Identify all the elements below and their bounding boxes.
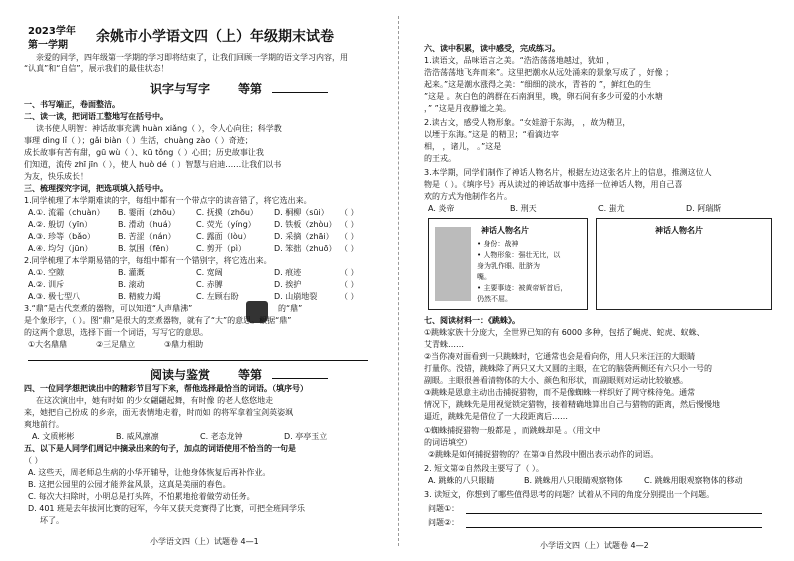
q2-line: 们知道，流传 zhī jīn（ ），使人 huò dé（ ）智慧与启迪……让我们以书 [24,160,282,169]
section-title-reading: 阅读与鉴赏 [150,368,211,382]
passage-line: 副眼。主眼很善看清物体的大小、颜色和形状，而副眼则对运动比较敏感。 [424,376,688,385]
grade-blank[interactable] [272,378,328,379]
passage-line: 打量你。没错，跳蛛除了两只又大又圆的主眼，在它的脑袋两侧还有六只小一号的 [424,364,712,373]
card-line: 嘴。 [477,273,491,281]
option-b: B. 威风凛凛 [116,432,159,441]
school-term: 第一学期 [28,40,68,51]
q7-q2-title: 2. 短文第②自然段主要写了（ ）。 [424,464,544,473]
intro-line-1: 亲爱的同学，四年级第一学期的学习即将结束了，让我们回顾一学期的语文学习内容，用 [36,53,348,62]
question-label: 问题②： [428,518,460,527]
option-a: A.③. 极七型八 [28,292,81,301]
option-a: A.③. 珍等（bǎo） [28,232,96,241]
q6-p1-line: 浩浩荡荡地飞奔而来”。这里把潮水从远处涌来的景象写成了 ，好像 ； [424,68,674,77]
answer-bracket[interactable]: （ ） [340,244,359,253]
option-c: C. 剪开（pì） [196,244,246,253]
option-b: B. 霎雨（zhōu） [118,208,180,217]
character-card-example [428,218,588,310]
card-line: 仍然不屈。 [477,295,512,303]
option-d: D. 桐柳（sūi） [274,208,329,217]
option-d: D. 挨护 [274,280,302,289]
q3-title: 三、梳理探究字词，把选项填入括号中。 [24,184,168,193]
option-d: D. 铁板（zhòu） [274,220,337,229]
q3-sub1: 1.同学梳理了本学期难读的字，每组中都有一个带点字的读音错了，将它选出来。 [24,196,312,205]
option-c: C. 左顾右盼 [196,292,239,301]
answer-bracket[interactable]: （ ） [340,208,359,217]
q6-p2-line: 相， ，诸儿， 。”这是 [424,142,502,151]
q2-title: 二、读一读，把词语工整地写在括号中。 [24,112,168,121]
answer-bracket[interactable]: （ ） [340,280,359,289]
option-d: D. 亭亭玉立 [284,432,328,441]
warrior-figure-icon [435,227,471,301]
passage-line: ③跳蛛是恩意主动出击捕捉猎物，而不是像蜘蛛一样织好了网守株待兔。通常 [424,388,696,397]
question-label: 问题①： [428,504,460,513]
option-c: C. 抚摸（zhōu） [196,208,258,217]
option-a: A. 炎帝 [428,204,455,213]
q1-title: 一、书写端正，卷面整洁。 [24,100,120,109]
passage-line: ①跳蛛家族十分庞大，全世界已知的有 6000 多种，包括了蝇虎、蛇虎、蚁蛛、 [424,328,705,337]
q7-title: 七、阅读材料一：《跳蛛》。 [424,316,520,325]
q6-p2-line: 以堙于东海。”这是 的精卫；“看滴边宰 [424,130,559,139]
answer-bracket[interactable]: （ ） [24,456,43,465]
q6-p3-line: 物是（ ）。《填序号》再从读过的神话故事中选择一位神话人物，用自己喜 [424,180,683,189]
right-page [400,0,794,561]
answer-bracket[interactable]: （ ） [340,232,359,241]
q4-line: 爽地前行。 [24,420,64,429]
q7-q1-line: 的词语填空） [424,438,472,447]
q4-line: 来，她把自己扮成 的乡亲，面无表情地走着，时而如 的将军拿着宝剑英姿飒 [24,408,294,417]
passage-line: 艾青蛛…… [424,340,464,349]
grade-blank[interactable] [272,92,328,93]
q3-sub3d: 的这两个意思，选择下面一个词语，写写它的意思。 [24,328,208,337]
option-a: A. 跳蛛的八只眼睛 [428,476,495,485]
answer-bracket[interactable]: （ ） [340,292,359,301]
option-b: B. 滚动 [118,280,145,289]
q7-q1-line: ①蜘蛛捕捉猎物一般都是 ，而跳蛛却是 。（用文中 [424,426,601,435]
page-footer-right: 小学语文四（上）试题卷 4—2 [540,541,649,550]
card-line: • 人物形象：强壮无比，以 [477,251,561,259]
passage-line: 逼近，跳蛛先是借位了一大段距离后…… [424,412,568,421]
option-1: ①大名鼎鼎 [28,340,68,349]
q7-q1-line: ②跳蛛是如何捕捉猎物的？在第③自然段中圈出表示动作的词语。 [428,450,659,459]
option-3: ③鼎力相助 [164,340,204,349]
option-b: B. 氛围（fēn） [118,244,174,253]
option-c: C. 宽阔 [196,268,223,277]
character-card-blank[interactable] [596,218,772,310]
answer-bracket[interactable]: （ ） [340,268,359,277]
page-title: 余姚市小学语文四（上）年级期末试卷 [96,29,334,45]
q5-option: D. 401 班是去年拔河比赛的冠军，今年又获天竞赛得了比赛，可把全班同学乐 [28,504,306,513]
option-b: B. 滑动（huá） [118,220,176,229]
option-c: C. 荧光（yíng） [196,220,256,229]
page-footer-left: 小学语文四（上）试题卷 4—1 [150,537,259,546]
q5-option: A. 这些天，周老师总生病的小华开辅导，让他身体恢复后再补作业。 [28,468,271,477]
q6-p1-line: 1.读语文，品味语言之美。“浩浩荡荡地越过，犹如 ， [424,56,615,65]
q6-p1-line: ”这是 。灰白色的鸽群在石南涧里，晚，卵石间有多少可爱的小水塘 [424,92,663,101]
option-d: D. 痕迹 [274,268,302,277]
passage-line: 情况下，跳蛛先是用视觉锁定猎物，接着精确地算出自己与猎物的距离，然后慢慢地 [424,400,720,409]
q5-option: 坏了。 [40,516,64,525]
q6-p3-line: 欢的方式为他制作名片。 [424,192,512,201]
q3-sub2: 2.同学梳理了本学期易错的字，每组中都有一个错别字，将它选出来。 [24,256,272,265]
answer-bracket[interactable]: （ ） [340,220,359,229]
answer-line[interactable] [28,360,368,361]
option-a: A.④. 均匀（jūn） [28,244,93,253]
q3-sub3: 3.“鼎”是古代烹煮的器物，可以知道“人声鼎沸” [24,304,193,313]
q5-option: C. 每次大扫除时，小明总是打头阵，不怕累地抢着做劳动任务。 [28,492,255,501]
q5-title: 五、以下是人同学们周记中摘录出来的句子，加点的词语使用不恰当的一句是 [24,444,296,453]
option-a: A.①. 空隙 [28,268,65,277]
q3-sub3c: 是个象形字，（ ）。图“鼎”是很大的烹煮器物，就有了“大”的意思。根据“鼎” [24,316,292,325]
option-b: B. 精疲力竭 [118,292,161,301]
card-line: 身为乳作眼、肚脐为 [477,262,540,270]
option-d: D. 山崩地裂 [274,292,318,301]
option-b: B. 苦涩（nán） [118,232,176,241]
answer-line[interactable] [466,513,762,514]
q4-title: 四、一位同学想把读出中的精彩节目写下来，帮他选择最恰当的词语。（填序号） [24,384,308,393]
intro-line-2: “认真”和“自信”，展示我们的最佳状态！ [24,64,169,73]
option-c: C. 露面（lòu） [196,232,251,241]
section-grade-label: 等第 [238,82,263,96]
passage-line: ②当你凑对面看到一只跳蛛时，它通常也会是看向你，用人只米汪汪的大眼睛 [424,352,696,361]
option-a: A. 文质彬彬 [32,432,75,441]
answer-line[interactable] [466,527,762,528]
option-2: ②三足鼎立 [96,340,136,349]
q6-title: 六、读中积累，读中感受，完成练习。 [424,44,560,53]
school-year: 2023学年 [28,26,76,37]
option-d: D. 采摘（zhāi） [274,232,334,241]
option-a: A.②. 般切（yīn） [28,220,93,229]
binding-line [398,16,399,546]
option-d: D. 阿瑞斯 [686,204,722,213]
q2-line: 成长故事有苦有甜，gū wù（ ）、kū tǒng（ ）心田；历史故事让我 [24,148,264,157]
card-line: • 身份：战神 [477,240,519,248]
option-c: C. 赤膊 [196,280,223,289]
q2-line: 读书使人明智：神话故事充满 huàn xiǎng（ ），令人心向往；科学教 [36,124,282,133]
option-b: B. 跳蛛用八只眼睛观察物体 [524,476,623,485]
q6-p1-line: ，” ”这是月夜静谧之美。 [424,104,511,113]
option-c: C. 跳蛛用眼观察物体的移动 [644,476,743,485]
option-a: A.②. 训斥 [28,280,65,289]
option-c: C. 蚩尤 [598,204,625,213]
option-b: B. 刑天 [510,204,537,213]
q6-p2-line: 2.读古文，感受人物形象。“女娃游于东海， ，故为精卫， [424,118,631,127]
option-b: B. 灌溉 [118,268,145,277]
q6-p1-line: 起来。”这是潮水涨得之美：“细细的淡水，青苔的 ”，鲜红色的生 [424,80,651,89]
q7-q3-title: 3. 读短文，你想到了哪些值得思考的问题？试着从不同的角度分别提出一个问题。 [424,490,715,499]
q2-line: 事理 dìng lǐ（ ）；gǎi biàn（ ）生活，chuàng zào（ ）奇迹； [24,136,253,145]
q4-line: 在这次演出中，她有时如 的少女翩翩起舞，有时像 的老人悠悠地走 [36,396,274,405]
q2-line: 为友，快乐成长！ [24,172,88,181]
q6-p3-line: 3.本学期，同学们制作了神话人物名片，根据左边这张名片上的信息，推测这位人 [424,168,712,177]
option-c: C. 老态龙钟 [200,432,243,441]
option-a: A.①. 流霜（chuàn） [28,208,105,217]
section-title-literacy: 识字与写字 [150,82,211,96]
card-line: • 主要事迹：被黄帝斩首后， [477,284,568,292]
card-title: 神话人物名片 [481,226,529,235]
q3-sub3b: 的“鼎” [278,304,303,313]
q5-option: B. 这把公园里的公园才能养盆风景，这真是美丽的春色。 [28,480,231,489]
q6-p2-line: 的王戎。 [424,154,456,163]
option-d: D. 笨拙（zhuō） [274,244,337,253]
card-title: 神话人物名片 [655,226,703,235]
section-grade-label: 等第 [238,368,263,382]
